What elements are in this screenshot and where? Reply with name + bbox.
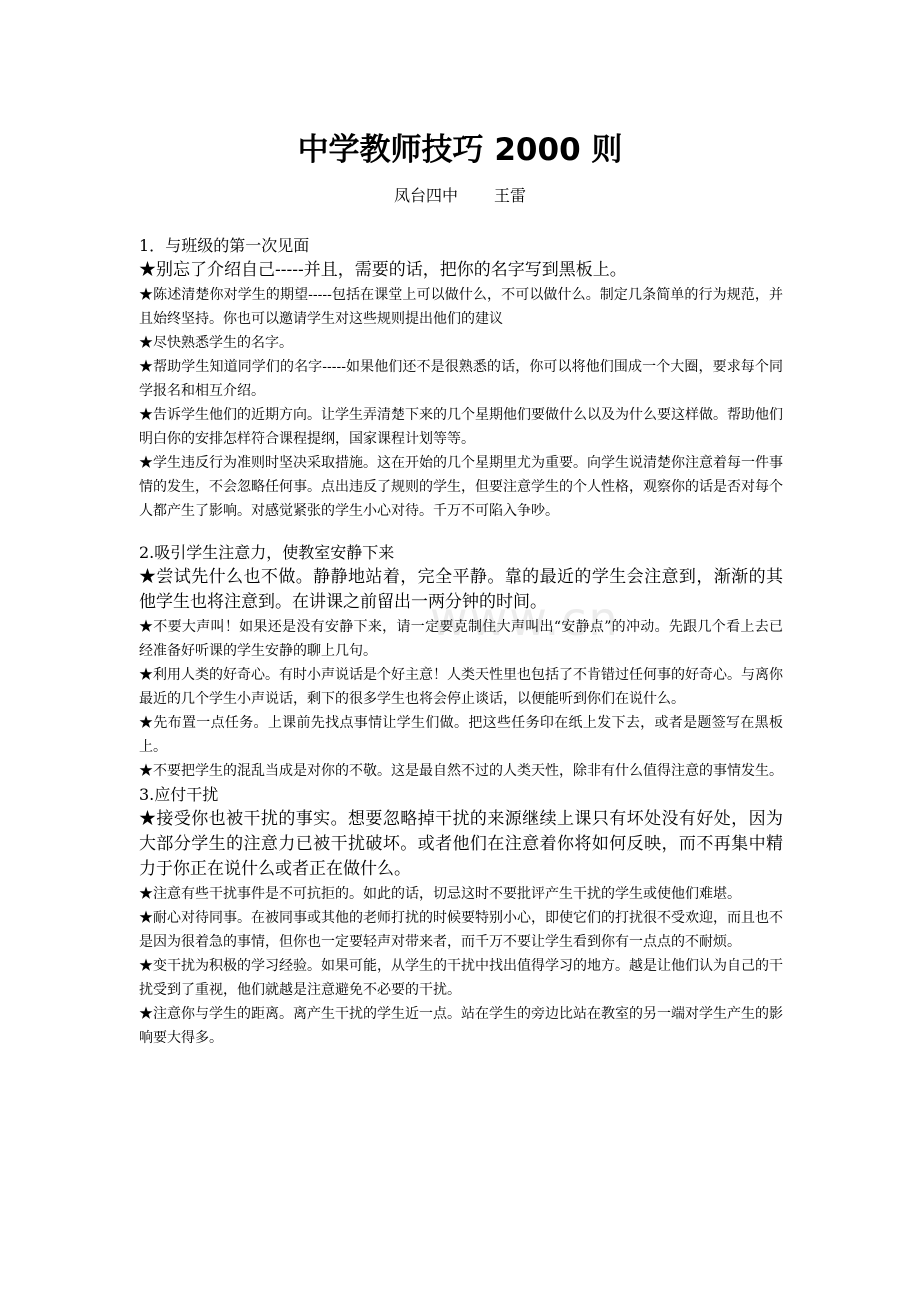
document-title: 中学教师技巧 2000 则 xyxy=(297,132,623,168)
section-number: 3. xyxy=(139,785,155,804)
tip-item: ★注意你与学生的距离。离产生干扰的学生近一点。站在学生的旁边比站在教室的另一端对学生产生的影响要大得多。 xyxy=(139,1006,783,1046)
tip-item: ★接受你也被干扰的事实。想要忽略掉干扰的来源继续上课只有坏处没有好处，因为大部分学生的注意力已被干扰破坏。或者他们在注意着你将如何反映，而不再集中精力于你正在说什么或者正在做什么。 xyxy=(139,809,783,879)
tip-item: ★告诉学生他们的近期方向。让学生弄清楚下来的几个星期他们要做什么以及为什么要这样做。帮助他们明白你的安排怎样符合课程提纲，国家课程计划等等。 xyxy=(139,407,783,447)
tip-item: ★变干扰为积极的学习经验。如果可能，从学生的干扰中找出值得学习的地方。越是让他们认为自己的干扰受到了重视，他们就越是注意避免不必要的干扰。 xyxy=(139,958,783,998)
section-heading xyxy=(139,234,783,258)
tip-item: ★帮助学生知道同学们的名字-----如果他们还不是很熟悉的话，你可以将他们围成一个大圈，要求每个同学报名和相互介绍。 xyxy=(139,359,783,399)
tip-item: ★别忘了介绍自己-----并且，需要的话，把你的名字写到黑板上。 xyxy=(139,260,627,280)
tip-item: ★尽快熟悉学生的名字。 xyxy=(139,335,293,351)
tip-item: ★利用人类的好奇心。有时小声说话是个好主意！人类天性里也包括了不肯错过任何事的好奇心。与离你最近的几个学生小声说话，剩下的很多学生也将会停止谈话，以便能听到你们在说什么。 xyxy=(139,667,783,707)
author-name: 王雷 xyxy=(494,186,527,205)
tip-item: ★尝试先什么也不做。静静地站着，完全平静。靠的最近的学生会注意到，渐渐的其他学生也将注意到。在讲课之前留出一两分钟的时间。 xyxy=(139,567,783,612)
document-body xyxy=(139,234,783,1050)
section-number: 1． xyxy=(139,236,166,255)
tip-item: ★不要大声叫！如果还是没有安静下来，请一定要克制住大声叫出“安静点”的冲动。先跟几个看上去已经准备好听课的学生安静的聊上几句。 xyxy=(139,619,783,659)
section-heading xyxy=(139,541,783,565)
section-heading xyxy=(139,783,783,807)
section-heading-text: 吸引学生注意力，使教室安静下来 xyxy=(154,543,395,562)
author-line xyxy=(0,184,920,208)
watermark: www.cn xyxy=(430,592,620,646)
school-name: 凤台四中 xyxy=(393,186,458,205)
tip-item: ★学生违反行为准则时坚决采取措施。这在开始的几个星期里尤为重要。向学生说清楚你注意着每一件事情的发生，不会忽略任何事。点出违反了规则的学生，但要注意学生的个人性格，观察你的话是否对每个人都产生了影响。对感觉紧张的学生小心对待。千万不可陷入争吵。 xyxy=(139,455,783,519)
tip-item: ★陈述清楚你对学生的期望-----包括在课堂上可以做什么，不可以做什么。制定几条简单的行为规范，并且始终坚持。你也可以邀请学生对这些规则提出他们的建议 xyxy=(139,287,783,327)
tip-item: ★先布置一点任务。上课前先找点事情让学生们做。把这些任务印在纸上发下去，或者是题签写在黑板上。 xyxy=(139,715,783,755)
tip-item: ★耐心对待同事。在被同事或其他的老师打扰的时候要特别小心，即使它们的打扰很不受欢迎，而且也不是因为很着急的事情，但你也一定要轻声对带来者，而千万不要让学生看到你有一点点的不耐烦。 xyxy=(139,910,783,950)
section-number: 2. xyxy=(139,543,155,562)
tip-item: ★不要把学生的混乱当成是对你的不敬。这是最自然不过的人类天性，除非有什么值得注意的事情发生。 xyxy=(139,763,783,779)
section-heading-text: 应付干扰 xyxy=(154,785,219,804)
section-heading-text: 与班级的第一次见面 xyxy=(165,236,310,255)
tip-item: ★注意有些干扰事件是不可抗拒的。如此的话，切忌这时不要批评产生干扰的学生或使他们难堪。 xyxy=(139,886,741,902)
